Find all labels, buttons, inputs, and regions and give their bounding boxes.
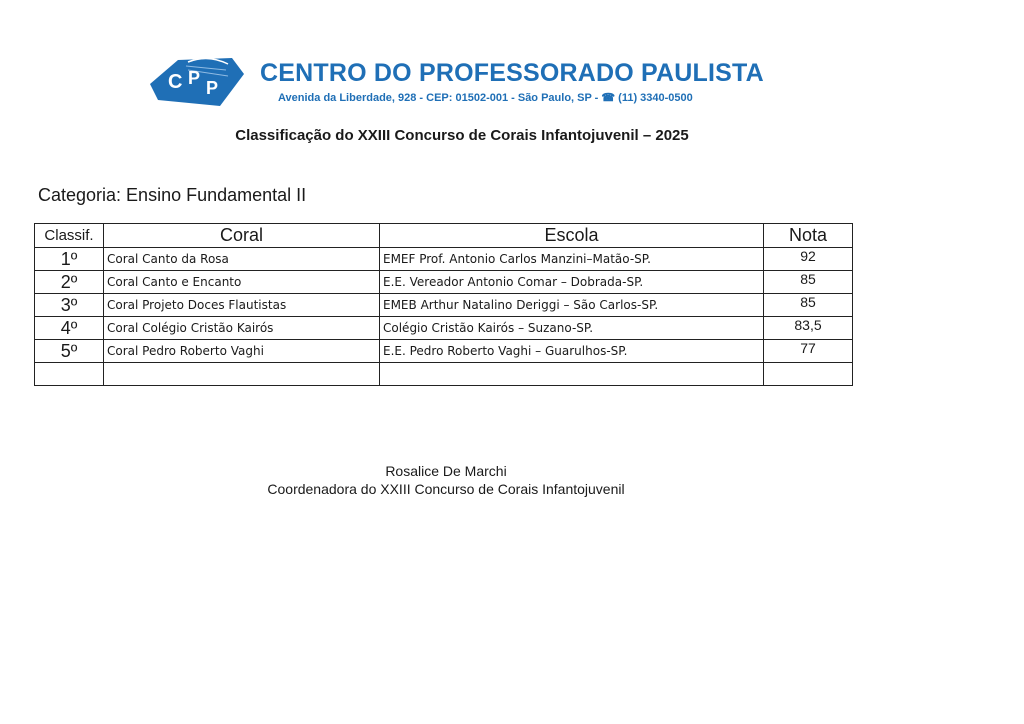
letterhead — [148, 56, 788, 112]
escola-cell: EMEF Prof. Antonio Carlos Manzini–Matão-SP. — [380, 248, 764, 271]
header-coral: Coral — [104, 224, 380, 248]
nota-cell: 85 — [764, 271, 853, 294]
nota-cell — [764, 363, 853, 386]
svg-text:C: C — [168, 71, 183, 93]
coral-cell: Coral Pedro Roberto Vaghi — [104, 340, 380, 363]
header-nota: Nota — [764, 224, 853, 248]
nota-cell: 85 — [764, 294, 853, 317]
classif-cell: 5º — [35, 340, 104, 363]
signature-role: Coordenadora do XXIII Concurso de Corais Infantojuvenil — [267, 481, 625, 497]
document-title: Classificação do XXIII Concurso de Corais Infantojuvenil – 2025 — [235, 127, 689, 144]
table-row — [35, 271, 853, 294]
coral-cell: Coral Canto da Rosa — [104, 248, 380, 271]
classif-cell: 4º — [35, 317, 104, 340]
escola-cell: E.E. Vereador Antonio Comar – Dobrada-SP. — [380, 271, 764, 294]
signature-name: Rosalice De Marchi — [385, 463, 507, 479]
org-name: CENTRO DO PROFESSORADO PAULISTA — [260, 59, 764, 87]
nota-cell: 92 — [764, 248, 853, 271]
category-label: Categoria: Ensino Fundamental II — [38, 185, 307, 205]
nota-cell: 83,5 — [764, 317, 853, 340]
cpp-logo — [148, 56, 246, 108]
escola-cell — [380, 363, 764, 386]
coral-cell: Coral Colégio Cristão Kairós — [104, 317, 380, 340]
classification-table — [34, 223, 853, 386]
org-address: Avenida da Liberdade, 928 - CEP: 01502-001 - São Paulo, SP - ☎ (11) 3340-0500 — [278, 92, 693, 104]
coral-cell — [104, 363, 380, 386]
classif-cell: 2º — [35, 271, 104, 294]
classif-cell: 3º — [35, 294, 104, 317]
table-row — [35, 317, 853, 340]
nota-cell: 77 — [764, 340, 853, 363]
escola-cell: Colégio Cristão Kairós – Suzano-SP. — [380, 317, 764, 340]
svg-text:P: P — [188, 68, 201, 88]
table-row — [35, 248, 853, 271]
escola-cell: EMEB Arthur Natalino Deriggi – São Carlos-SP. — [380, 294, 764, 317]
classif-cell: 1º — [35, 248, 104, 271]
header-classif: Classif. — [35, 224, 104, 248]
coral-cell: Coral Projeto Doces Flautistas — [104, 294, 380, 317]
table-row-empty — [35, 363, 853, 386]
table-header-row — [35, 224, 853, 248]
table-row — [35, 294, 853, 317]
table-row — [35, 340, 853, 363]
svg-text:P: P — [206, 78, 219, 98]
header-escola: Escola — [380, 224, 764, 248]
classif-cell — [35, 363, 104, 386]
coral-cell: Coral Canto e Encanto — [104, 271, 380, 294]
escola-cell: E.E. Pedro Roberto Vaghi – Guarulhos-SP. — [380, 340, 764, 363]
